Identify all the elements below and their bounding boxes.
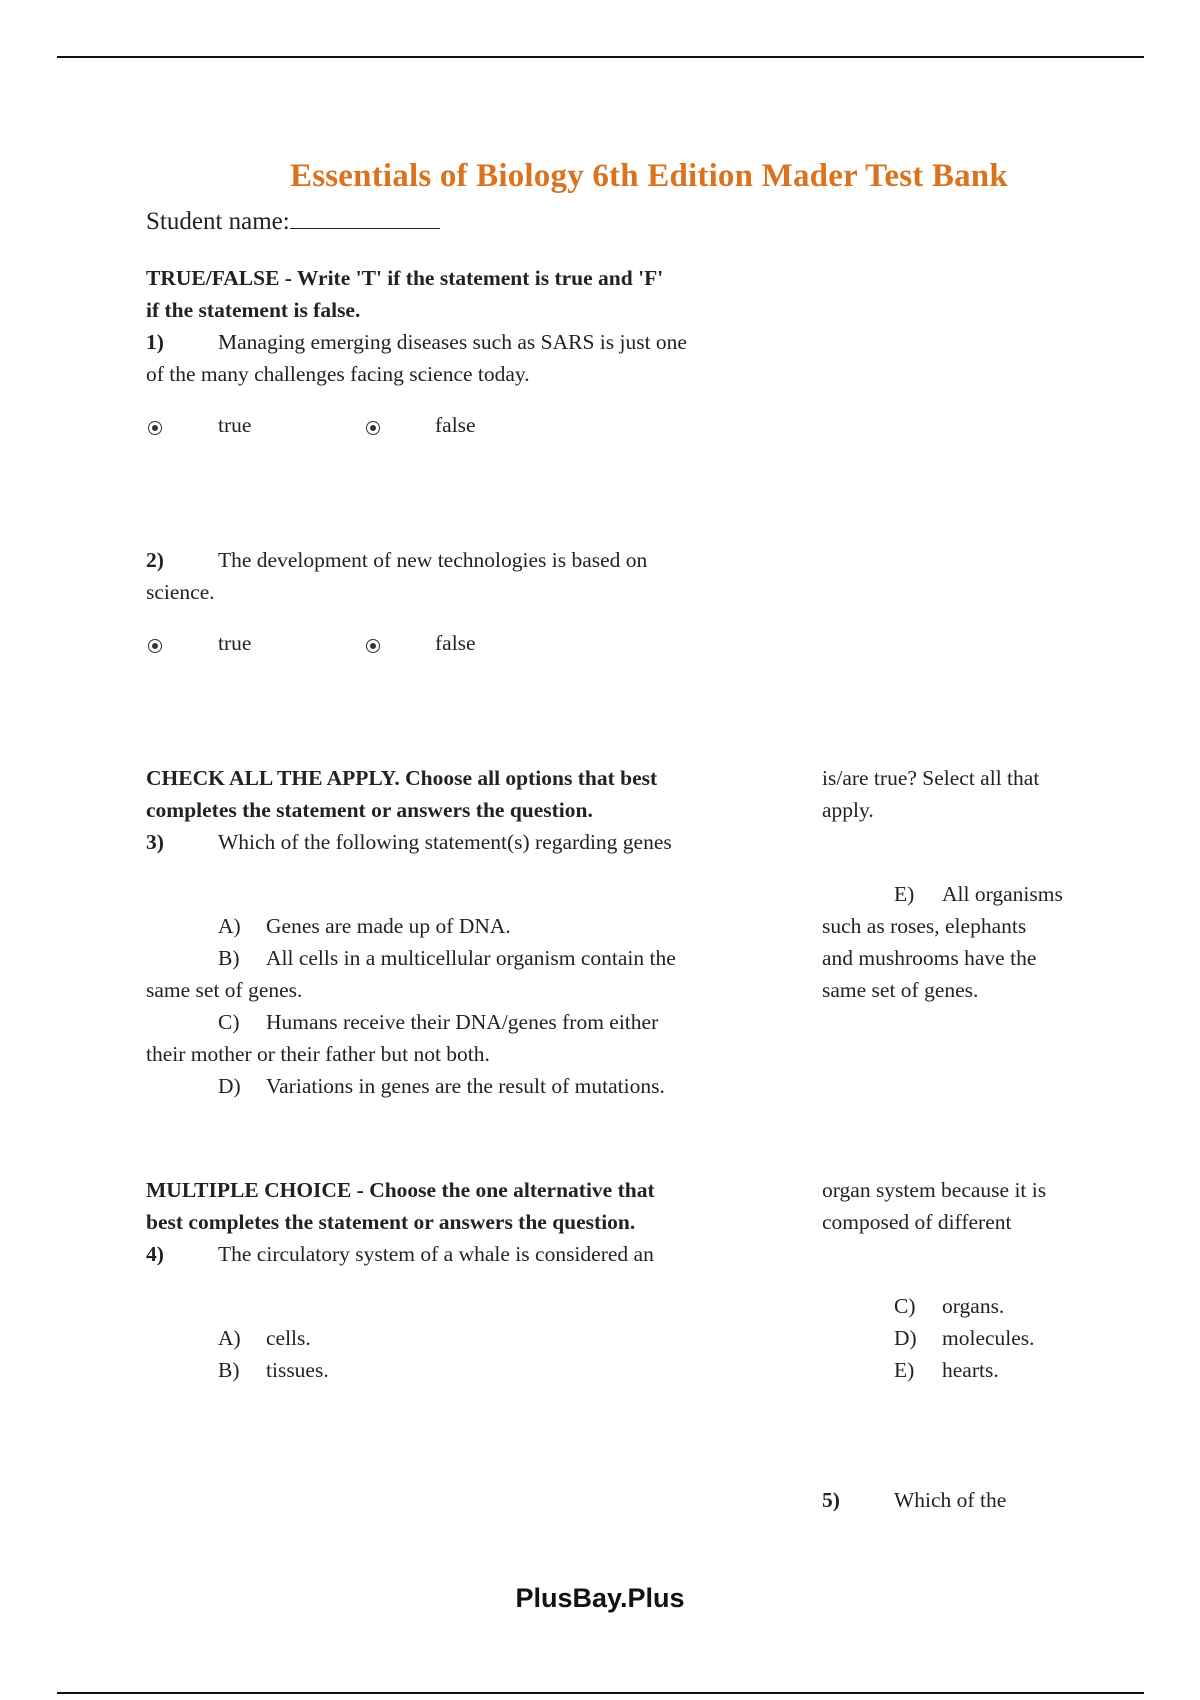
q4-option-c[interactable]: C) organs.	[894, 1294, 1005, 1318]
q1-true-label: true	[218, 413, 252, 437]
question-5-stem: 5) Which of the	[822, 1484, 1006, 1516]
question-4-stem: 4) The circulatory system of a whale is considered an	[146, 1238, 654, 1270]
q3-option-a[interactable]: A) Genes are made up of DNA.	[218, 914, 511, 938]
tf-instruction: TRUE/FALSE - Write 'T' if the statement is true and 'F' if the statement is false.	[146, 266, 664, 322]
q3-option-c[interactable]: C) Humans receive their DNA/genes from either their mother or their father but not both.	[146, 1010, 659, 1066]
question-2: 2) The development of new technologies is based on science.	[146, 544, 647, 608]
student-name-blank[interactable]	[290, 208, 440, 229]
q2-false-radio[interactable]	[366, 639, 380, 653]
q1-false-radio[interactable]	[366, 421, 380, 435]
question-3-stem: 3) Which of the following statement(s) regarding genes	[146, 826, 672, 858]
q2-true-radio[interactable]	[148, 639, 162, 653]
q2-true-label: true	[218, 631, 252, 655]
footer-watermark: PlusBay.Plus	[515, 1583, 685, 1613]
q3-option-d[interactable]: D) Variations in genes are the result of mutations.	[218, 1074, 665, 1098]
q4-option-a[interactable]: A) cells.	[218, 1326, 311, 1350]
q4-option-d[interactable]: D) molecules.	[894, 1326, 1035, 1350]
q3-option-e[interactable]: E) All organisms such as roses, elephants and mushrooms have the same set of genes.	[822, 882, 1063, 1002]
student-name-field[interactable]	[146, 208, 440, 236]
q1-true-radio[interactable]	[148, 421, 162, 435]
q4-option-e[interactable]: E) hearts.	[894, 1358, 999, 1382]
question-3-stem-continued: is/are true? Select all that apply.	[822, 766, 1040, 822]
multiple-choice-instruction: MULTIPLE CHOICE - Choose the one alternative that best completes the statement or answers the question.	[146, 1178, 655, 1234]
question-number: 5)	[822, 1488, 840, 1512]
question-number: 4)	[146, 1242, 164, 1266]
question-number: 3)	[146, 830, 164, 854]
student-name-label: Student name:	[146, 208, 290, 235]
q2-false-label: false	[435, 631, 476, 655]
question-number: 1)	[146, 330, 164, 354]
top-rule	[57, 56, 1144, 58]
q4-option-b[interactable]: B) tissues.	[218, 1358, 329, 1382]
question-4-stem-continued: organ system because it is composed of different	[822, 1178, 1047, 1234]
question-1: 1) Managing emerging diseases such as SARS is just one of the many challenges facing science today.	[146, 326, 687, 390]
page-title: Essentials of Biology 6th Edition Mader Test Bank	[290, 158, 1008, 194]
question-number: 2)	[146, 548, 164, 572]
q3-option-b[interactable]: B) All cells in a multicellular organism contain the same set of genes.	[146, 946, 676, 1002]
bottom-rule	[57, 1692, 1144, 1694]
q1-false-label: false	[435, 413, 476, 437]
check-all-instruction: CHECK ALL THE APPLY. Choose all options that best completes the statement or answers the question.	[146, 766, 658, 822]
